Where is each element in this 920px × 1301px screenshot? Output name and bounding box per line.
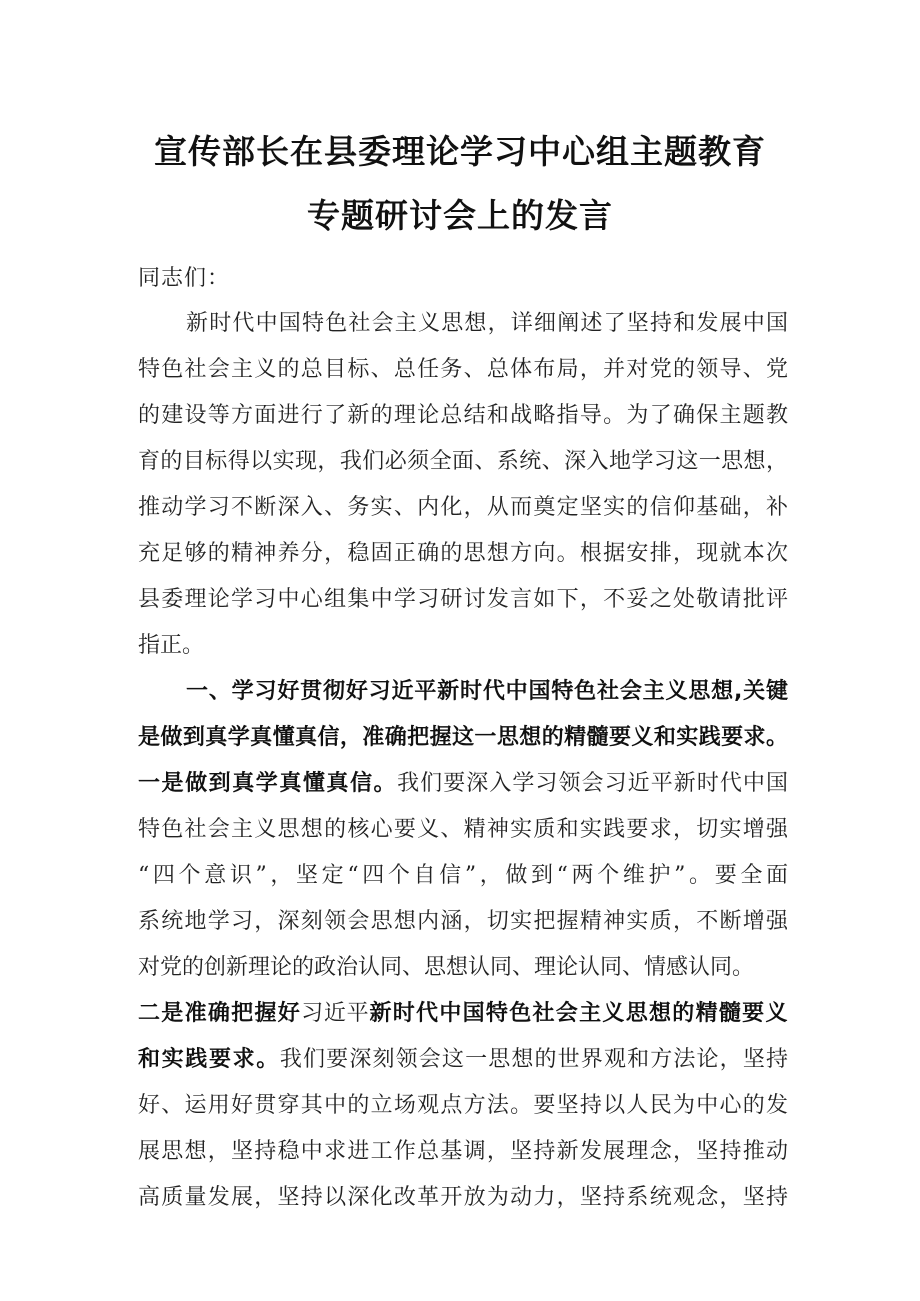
paragraph-line: 充足够的精神养分，稳固正确的思想方向。根据安排，现就本次 [138,541,788,566]
section-heading-line: 一、学习好贯彻好习近平新时代中国特色社会主义思想,关键 [186,679,788,704]
document-title-line-1: 宣传部长在县委理论学习中心组主题教育 [154,132,766,171]
point-1-label: 一是做到真学真懂真信。 [138,771,398,796]
document-title-line-2: 专题研讨会上的发言 [307,196,613,235]
point-2-label-part: 和实践要求。 [138,1047,280,1072]
point-2-heading-line [138,994,788,1034]
paragraph-line: 育的目标得以实现，我们必须全面、系统、深入地学习这一思想， [138,449,788,474]
paragraph-line: 高质量发展，坚持以深化改革开放为动力，坚持系统观念，坚持 [138,1185,788,1210]
salutation: 同志们： [138,266,231,291]
paragraph-line: 县委理论学习中心组集中学习研讨发言如下，不妥之处敬请批评 [138,587,788,612]
point-2-text: 我们要深刻领会这一思想的世界观和方法论，坚持 [279,1047,788,1072]
point-2-label-part: 新时代中国特色社会主义思想的精髓要义 [369,1001,788,1026]
point-2-label-part: 习近平 [301,1001,370,1026]
paragraph-line: “四个意识”，坚定“四个自信”，做到“两个维护”。要全面 [138,863,788,888]
point-1-line [138,764,788,804]
paragraph-line: 特色社会主义的总目标、总任务、总体布局，并对党的领导、党 [138,357,788,382]
paragraph-line: 的建设等方面进行了新的理论总结和战略指导。为了确保主题教 [138,403,788,428]
paragraph-line: 新时代中国特色社会主义思想，详细阐述了坚持和发展中国 [186,311,788,336]
section-heading-line: 是做到真学真懂真信，准确把握这一思想的精髓要义和实践要求。 [138,725,788,750]
point-1-text: 我们要深入学习领会习近平新时代中国 [397,771,788,796]
paragraph-line: 对党的创新理论的政治认同、思想认同、理论认同、情感认同。 [138,955,755,980]
paragraph-line: 特色社会主义思想的核心要义、精神实质和实践要求，切实增强 [138,817,788,842]
paragraph-line: 指正。 [138,633,205,658]
paragraph-line: 展思想，坚持稳中求进工作总基调，坚持新发展理念，坚持推动 [138,1139,788,1164]
point-2-line [138,1040,788,1080]
paragraph-line: 好、运用好贯穿其中的立场观点方法。要坚持以人民为中心的发 [138,1093,788,1118]
paragraph-line: 推动学习不断深入、务实、内化，从而奠定坚实的信仰基础，补 [138,495,788,520]
paragraph-line: 系统地学习，深刻领会思想内涵，切实把握精神实质，不断增强 [138,909,788,934]
point-2-label-part: 二是准确把握好 [138,1001,302,1026]
